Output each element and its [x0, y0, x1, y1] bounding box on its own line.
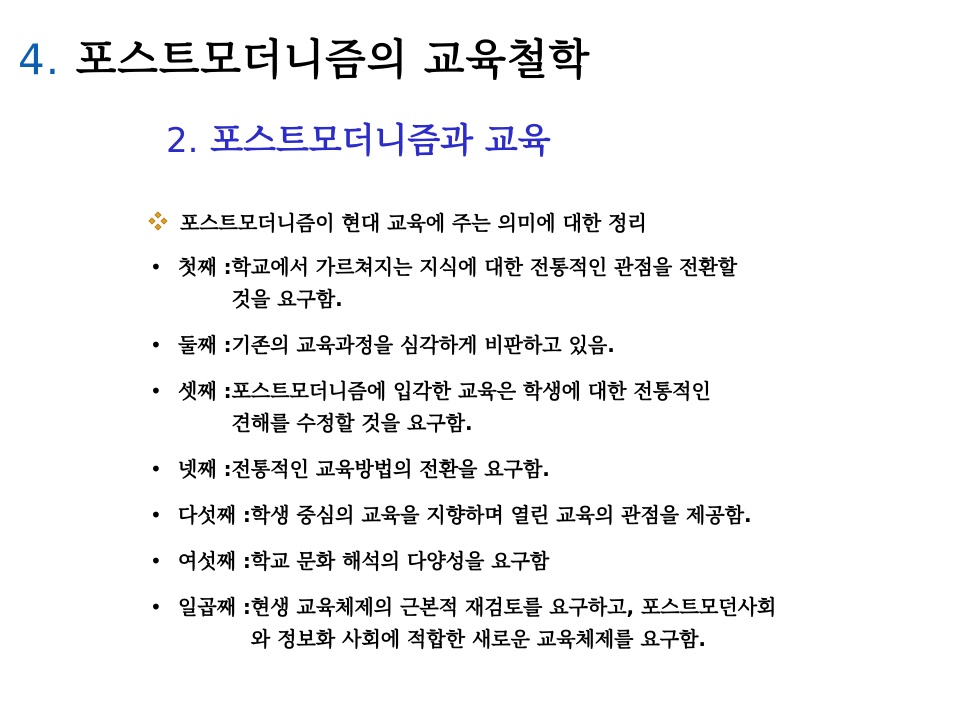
list-item-text: [232, 329, 615, 361]
list-item: [148, 591, 938, 655]
list-item: [148, 453, 938, 485]
list-item-line: 학교 문화 해석의 다양성을 요구함: [250, 549, 550, 573]
bullet-dot-icon: •: [150, 379, 162, 403]
slide-title-number: 4.: [18, 35, 61, 84]
list-item-label: 여섯째 :: [178, 549, 251, 573]
slide-title: [18, 30, 590, 90]
list-item-line: 것을 요구함.: [231, 287, 343, 311]
list-item: [148, 545, 938, 577]
slide-content: [148, 205, 938, 669]
list-item-text: [251, 545, 549, 577]
section-heading-text: 포스트모더니즘이 현대 교육에 주는 의미에 대한 정리: [180, 210, 647, 235]
list-item-text: [251, 591, 776, 655]
list-item-line: 포스트모더니즘에 입각한 교육은 학생에 대한 전통적인: [231, 379, 711, 403]
list-item-label: 일곱째 :: [178, 595, 251, 619]
bullet-dot-icon: •: [150, 549, 162, 573]
list-item-label: 넷째 :: [178, 457, 232, 481]
list-item-text: [232, 251, 737, 315]
list-item-text: [251, 499, 752, 531]
slide-subtitle: [166, 116, 551, 166]
list-item: [148, 329, 938, 361]
list-item-line: 견해를 수정할 것을 요구함.: [231, 411, 473, 435]
list-item-line: 전통적인 교육방법의 전환을 요구함.: [231, 457, 550, 481]
list-item-label: 다섯째 :: [178, 503, 251, 527]
slide-title-text: 포스트모더니즘의 교육철학: [75, 35, 591, 84]
slide-subtitle-number: 2.: [166, 121, 199, 161]
bullet-dot-icon: •: [150, 333, 162, 357]
section-heading: [148, 205, 938, 237]
bullet-dot-icon: •: [150, 503, 162, 527]
list-item-label: 둘째 :: [178, 333, 232, 357]
list-item-label: 셋째 :: [178, 379, 232, 403]
slide-subtitle-text: 포스트모더니즘과 교육: [210, 121, 551, 161]
list-item-text: [232, 375, 711, 439]
bullet-list: [148, 251, 938, 655]
list-item-line: 학교에서 가르쳐지는 지식에 대한 전통적인 관점을 전환할: [231, 255, 738, 279]
list-item: [148, 251, 938, 315]
list-item: [148, 499, 938, 531]
bullet-dot-icon: •: [150, 457, 162, 481]
list-item-line: 와 정보화 사회에 적합한 새로운 교육체제를 요구함.: [250, 627, 707, 651]
bullet-dot-icon: •: [150, 255, 162, 279]
list-item-line: 현생 교육체제의 근본적 재검토를 요구하고, 포스트모던사회: [250, 595, 777, 619]
list-item-label: 첫째 :: [178, 255, 232, 279]
diamond-icon: [148, 211, 168, 231]
list-item: [148, 375, 938, 439]
bullet-dot-icon: •: [150, 595, 162, 619]
list-item-text: [232, 453, 550, 485]
list-item-line: 학생 중심의 교육을 지향하며 열린 교육의 관점을 제공함.: [250, 503, 752, 527]
list-item-line: 기존의 교육과정을 심각하게 비판하고 있음.: [231, 333, 615, 357]
